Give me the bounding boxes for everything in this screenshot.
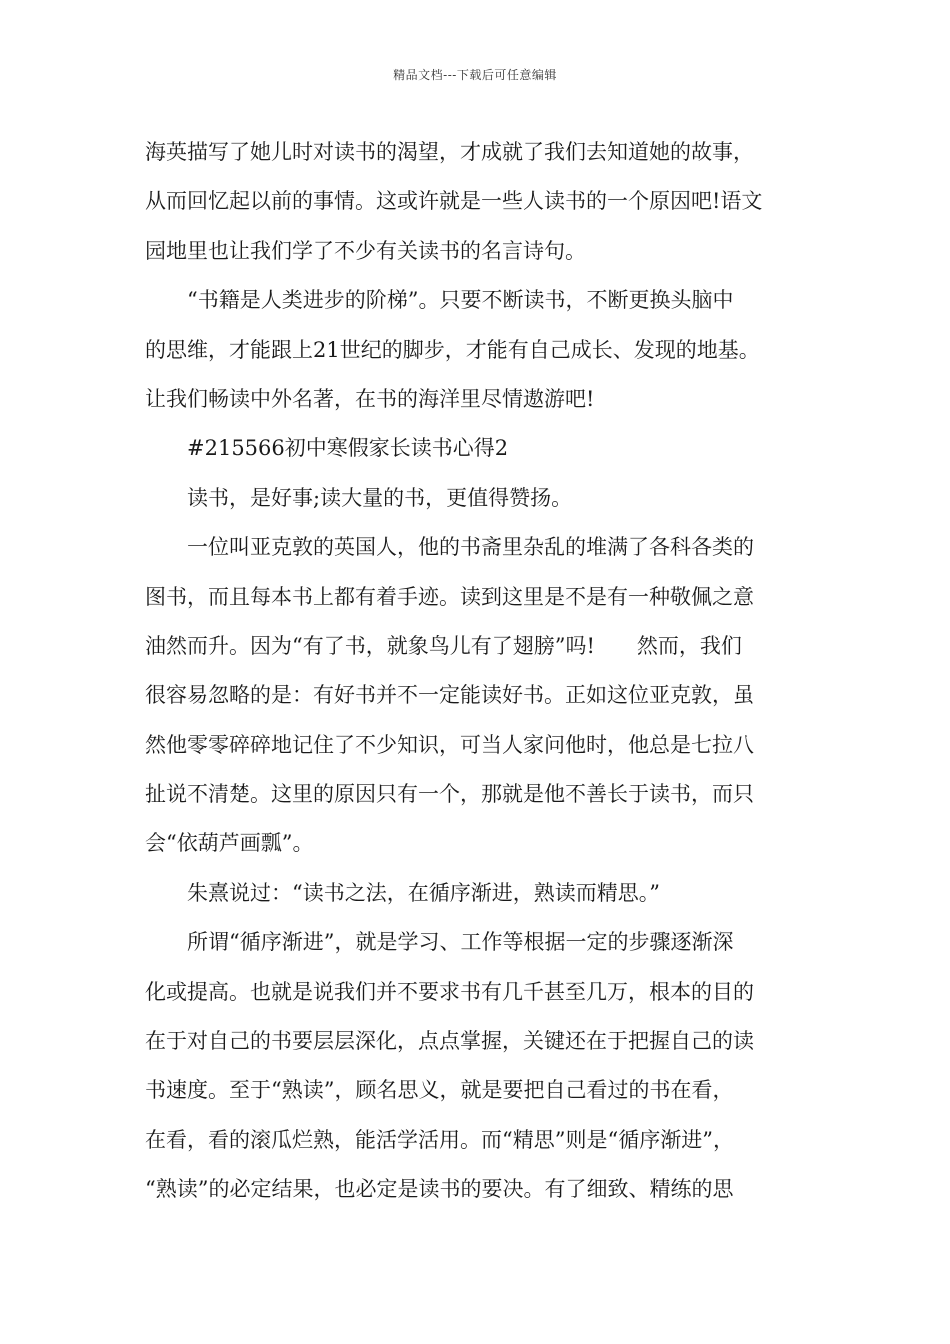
page-header: 精品文档---下载后可任意编辑 <box>393 68 557 82</box>
text-line: 的思维，才能跟上21世纪的脚步，才能有自己成长、发现的地基。 <box>145 337 760 362</box>
text-line: 会“依葫芦画瓢”。 <box>145 831 314 856</box>
text-line: 化或提高。也就是说我们并不要求书有几千甚至几万，根本的目的 <box>145 979 754 1004</box>
text-line: 图书，而且每本书上都有着手迹。读到这里是不是有一种敬佩之意 <box>145 584 754 609</box>
paragraph-start-line: 读书，是好事;读大量的书，更值得赞扬。 <box>187 485 573 510</box>
text-line: 园地里也让我们学了不少有关读书的名言诗句。 <box>145 238 586 263</box>
paragraph-start-line: “书籍是人类进步的阶梯”。只要不断读书，不断更换头脑中 <box>187 288 734 313</box>
text-line: 从而回忆起以前的事情。这或许就是一些人读书的一个原因吧!语文 <box>145 189 763 214</box>
document-body <box>145 132 821 1219</box>
text-line: 海英描写了她儿时对读书的渴望，才成就了我们去知道她的故事， <box>145 140 754 164</box>
text-line: 让我们畅读中外名著，在书的海洋里尽情遨游吧! <box>145 386 595 411</box>
text-line: “熟读”的必定结果，也必定是读书的要决。有了细致、精练的思 <box>145 1177 734 1202</box>
text-line: 扯说不清楚。这里的原因只有一个，那就是他不善长于读书，而只 <box>145 782 754 807</box>
text-line: 然他零零碎碎地记住了不少知识，可当人家问他时，他总是七拉八 <box>145 732 754 757</box>
paragraph-start-line: 朱熹说过：“读书之法，在循序渐进，熟读而精思。” <box>187 880 660 905</box>
text-line: 在看，看的滚瓜烂熟，能活学活用。而“精思”则是“循序渐进”， <box>145 1127 734 1152</box>
paragraph-start-line: 所谓“循序渐进”，就是学习、工作等根据一定的步骤逐渐深 <box>187 930 734 955</box>
paragraph-start-line: 一位叫亚克敦的英国人，他的书斋里杂乱的堆满了各科各类的 <box>187 535 754 560</box>
section-heading: #215566初中寒假家长读书心得2 <box>187 436 509 461</box>
text-line: 油然而升。因为“有了书，就象鸟儿有了翅膀”吗! 然而，我们 <box>145 633 742 658</box>
text-line: 在于对自己的书要层层深化，点点掌握，关键还在于把握自己的读 <box>145 1029 754 1054</box>
text-line: 很容易忽略的是：有好书并不一定能读好书。正如这位亚克敦，虽 <box>145 683 754 708</box>
text-line: 书速度。至于“熟读”，顾名思义，就是要把自己看过的书在看， <box>145 1078 734 1103</box>
